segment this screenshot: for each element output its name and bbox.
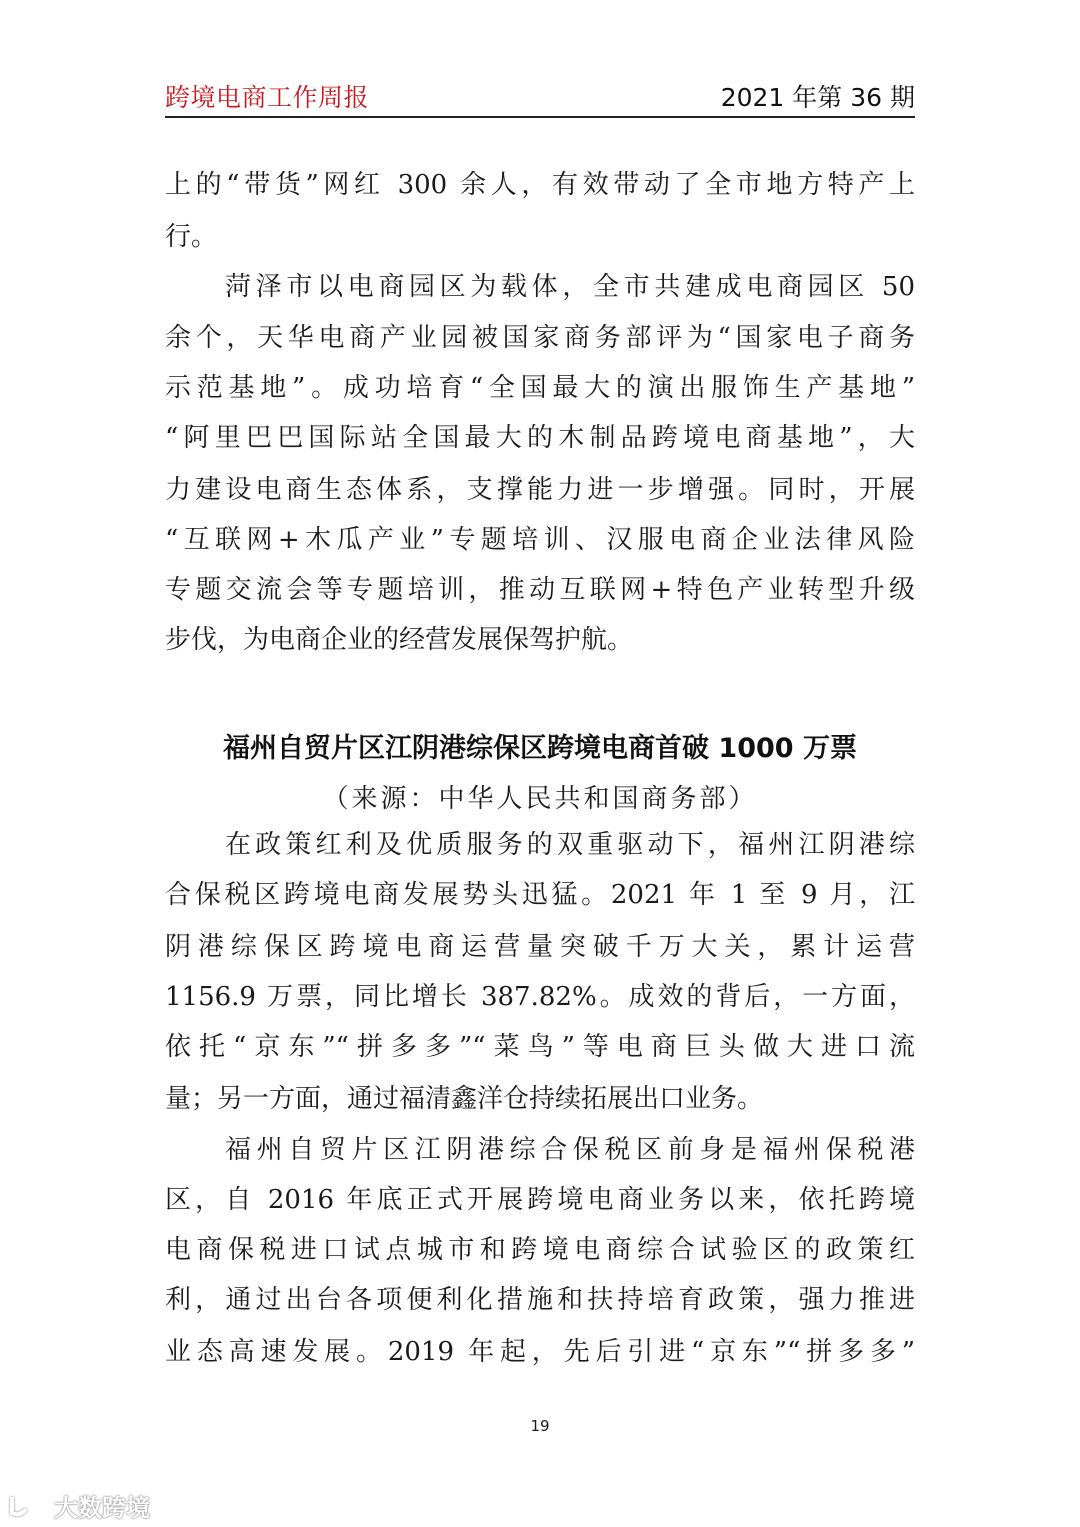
article-title: 福州自贸片区江阴港综保区跨境电商首破 1000 万票	[223, 733, 857, 764]
text-line: 专题交流会等专题培训，推动互联网+特色产业转型升级	[165, 575, 915, 605]
text-line: 菏泽市以电商园区为载体，全市共建成电商园区 50	[225, 272, 915, 302]
article-source: （来源：中华人民共和国商务部）	[322, 784, 758, 814]
text-line: 余个，天华电商产业园被国家商务部评为“国家电子商务	[165, 323, 915, 353]
text-line: “互联网+木瓜产业”专题培训、汉服电商企业法律风险	[165, 525, 915, 555]
issue-number: 2021 年第 36 期	[720, 83, 915, 112]
text-line: 在政策红利及优质服务的双重驱动下，福州江阴港综	[225, 830, 915, 860]
text-line: 力建设电商生态体系，支撑能力进一步增强。同时，开展	[165, 475, 915, 505]
text-line: 量；另一方面，通过福清鑫洋仓持续拓展出口业务。	[165, 1084, 764, 1114]
page-number: 19	[530, 1417, 550, 1435]
text-line: 行。	[165, 222, 218, 252]
text-line: 区，自 2016 年底正式开展跨境电商业务以来，依托跨境	[165, 1185, 915, 1215]
text-line: “阿里巴巴国际站全国最大的木制品跨境电商基地”，大	[165, 423, 915, 453]
watermark-logo-icon	[8, 1493, 48, 1519]
text-line: 步伐，为电商企业的经营发展保驾护航。	[165, 625, 634, 655]
text-line: 1156.9 万票，同比增长 387.82%。成效的背后，一方面，	[165, 982, 915, 1012]
text-line: 业态高速发展。2019 年起，先后引进“京东”“拼多多”	[165, 1337, 915, 1367]
text-line: 利，通过出台各项便利化措施和扶持培育政策，强力推进	[165, 1285, 915, 1315]
publication-title: 跨境电商工作周报	[165, 83, 370, 112]
text-line: 电商保税进口试点城市和跨境电商综合试验区的政策红	[165, 1235, 915, 1265]
watermark-text: 大数跨境	[54, 1494, 150, 1522]
text-line: 合保税区跨境电商发展势头迅猛。2021 年 1 至 9 月，江	[165, 880, 915, 910]
text-line: 依托“京东”“拼多多”“菜鸟”等电商巨头做大进口流	[165, 1032, 915, 1062]
text-line: 示范基地”。成功培育“全国最大的演出服饰生产基地”	[165, 373, 915, 403]
text-line: 上的“带货”网红 300 余人，有效带动了全市地方特产上	[165, 170, 915, 200]
text-line: 阴港综保区跨境电商运营量突破千万大关，累计运营	[165, 932, 915, 962]
watermark	[8, 1488, 150, 1523]
header-divider	[165, 116, 915, 118]
text-line: 福州自贸片区江阴港综合保税区前身是福州保税港	[225, 1135, 915, 1165]
